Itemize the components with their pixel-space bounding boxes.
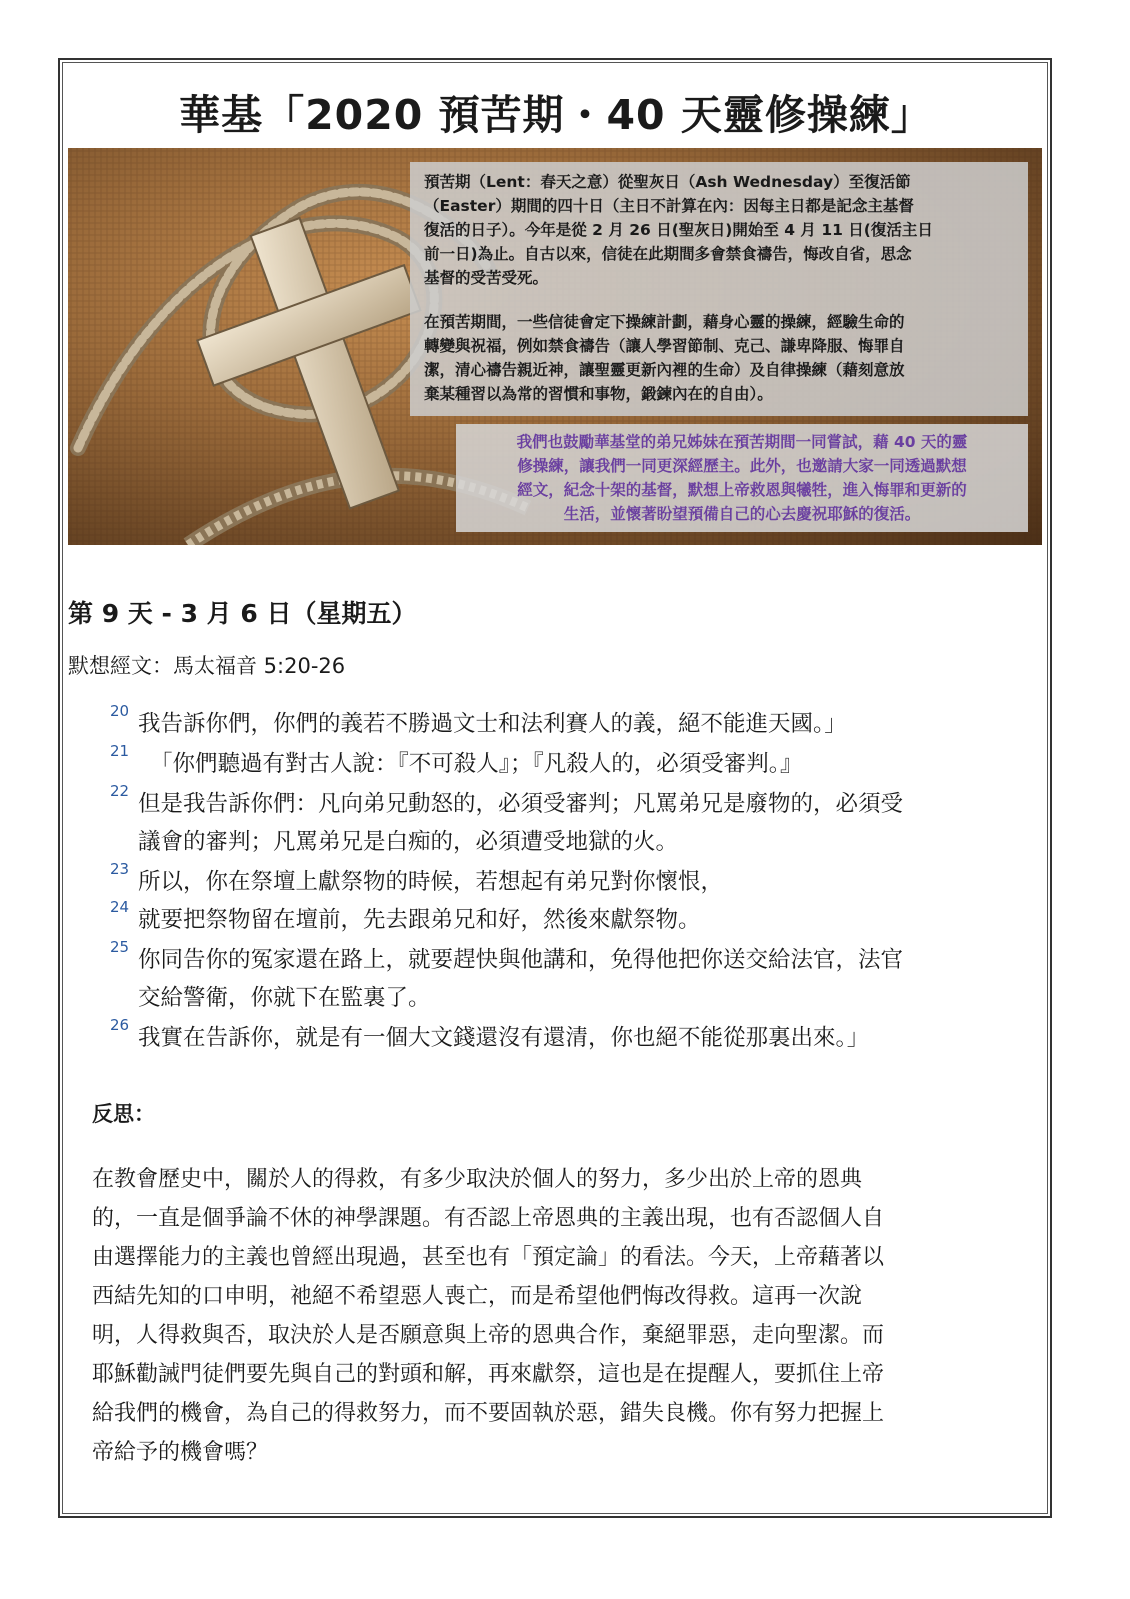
intro-line: 棄某種習以為常的習慣和事物，鍛鍊內在的自由）。 [424, 385, 773, 403]
verse-number: 22 [110, 782, 130, 800]
intro-line: 基督的受苦受死。 [424, 269, 549, 287]
reflection-line: 的，一直是個爭論不休的神學課題。有否認上帝恩典的主義出現，也有否認個人自 [92, 1206, 885, 1231]
verse-text: 我告訴你們，你們的義若不勝過文士和法利賽人的義，絕不能進天國。」 [138, 711, 847, 737]
invitation-line: 生活，並懷著盼望預備自己的心去慶祝耶穌的復活。 [563, 505, 921, 523]
lent-intro-box [410, 162, 1028, 416]
intro-line: 在預苦期間，一些信徒會定下操練計劃，藉身心靈的操練，經驗生命的 [424, 313, 905, 331]
verse-text: 所以，你在祭壇上獻祭物的時候，若想起有弟兄對你懷恨， [138, 869, 724, 895]
verse-text: 你同告你的冤家還在路上，就要趕快與他講和，免得他把你送交給法官，法官 [138, 947, 904, 973]
verse-text: 就要把祭物留在壇前，先去跟弟兄和好，然後來獻祭物。 [138, 907, 701, 933]
reflection-line: 給我們的機會，為自己的得救努力，而不要固執於惡，錯失良機。你有努力把握上 [92, 1401, 885, 1426]
verse-number: 23 [110, 860, 130, 878]
intro-line: 復活的日子）。今年是從 2 月 26 日(聖灰日)開始至 4 月 11 日(復活主日 [424, 221, 933, 239]
scripture-reference: 默想經文：馬太福音 5:20-26 [68, 654, 346, 678]
invitation-box [456, 424, 1028, 532]
verse-text: 我實在告訴你，就是有一個大文錢還沒有還清，你也絕不能從那裏出來。」 [138, 1025, 870, 1051]
verse-number: 20 [110, 702, 130, 720]
intro-paragraph-2 [424, 310, 1014, 406]
intro-line: 前一日)為止。自古以來，信徒在此期間多會禁食禱告，悔改自省，思念 [424, 245, 912, 263]
intro-line: （Easter）期間的四十日（主日不計算在內：因每主日都是記念主基督 [424, 197, 914, 215]
intro-line: 潔，清心禱告親近神，讓聖靈更新內裡的生命）及自律操練（藉刻意放 [424, 361, 905, 379]
intro-line: 轉變與祝福，例如禁食禱告（讓人學習節制、克己、謙卑降服、悔罪自 [424, 337, 905, 355]
reflection-line: 由選擇能力的主義也曾經出現過，甚至也有「預定論」的看法。今天，上帝藉著以 [92, 1245, 885, 1270]
verse-number: 26 [110, 1016, 130, 1034]
invitation-line: 修操練，讓我們一同更深經歷主。此外，也邀請大家一同透過默想 [517, 457, 967, 475]
reflection-line: 帝給予的機會嗎？ [92, 1440, 269, 1465]
intro-paragraph-1 [424, 170, 1014, 290]
invitation-line: 經文，紀念十架的基督，默想上帝救恩與犧牲，進入悔罪和更新的 [517, 481, 967, 499]
page-title: 華基「2020 預苦期・40 天靈修操練」 [179, 91, 933, 139]
verse-text: 但是我告訴你們：凡向弟兄動怒的，必須受審判；凡罵弟兄是廢物的，必須受 [138, 791, 904, 817]
intro-line: 預苦期（Lent：春天之意）從聖灰日（Ash Wednesday）至復活節 [424, 173, 911, 191]
reflection-line: 西結先知的口申明，祂絕不希望惡人喪亡，而是希望他們悔改得救。這再一次說 [92, 1284, 863, 1309]
verse-text: 交給警衛，你就下在監裏了。 [138, 985, 431, 1011]
verse-text: 議會的審判；凡罵弟兄是白痴的，必須遭受地獄的火。 [138, 829, 679, 855]
verse-number: 21 [110, 742, 130, 760]
verse-number: 24 [110, 898, 130, 916]
reflection-line: 在教會歷史中，關於人的得救，有多少取決於個人的努力，多少出於上帝的恩典 [92, 1167, 863, 1192]
verse-text: 「你們聽過有對古人說：『不可殺人』；『凡殺人的，必須受審判。』 [150, 751, 803, 777]
reflection-heading: 反思： [92, 1102, 155, 1126]
invitation-line: 我們也鼓勵華基堂的弟兄姊妹在預苦期間一同嘗試，藉 40 天的靈 [516, 433, 968, 451]
reflection-line: 明，人得救與否，取決於人是否願意與上帝的恩典合作，棄絕罪惡，走向聖潔。而 [92, 1323, 885, 1348]
reflection-line: 耶穌勸誡門徒們要先與自己的對頭和解，再來獻祭，這也是在提醒人，要抓住上帝 [92, 1362, 885, 1387]
day-heading: 第 9 天 - 3 月 6 日（星期五） [68, 599, 417, 628]
verse-number: 25 [110, 938, 130, 956]
